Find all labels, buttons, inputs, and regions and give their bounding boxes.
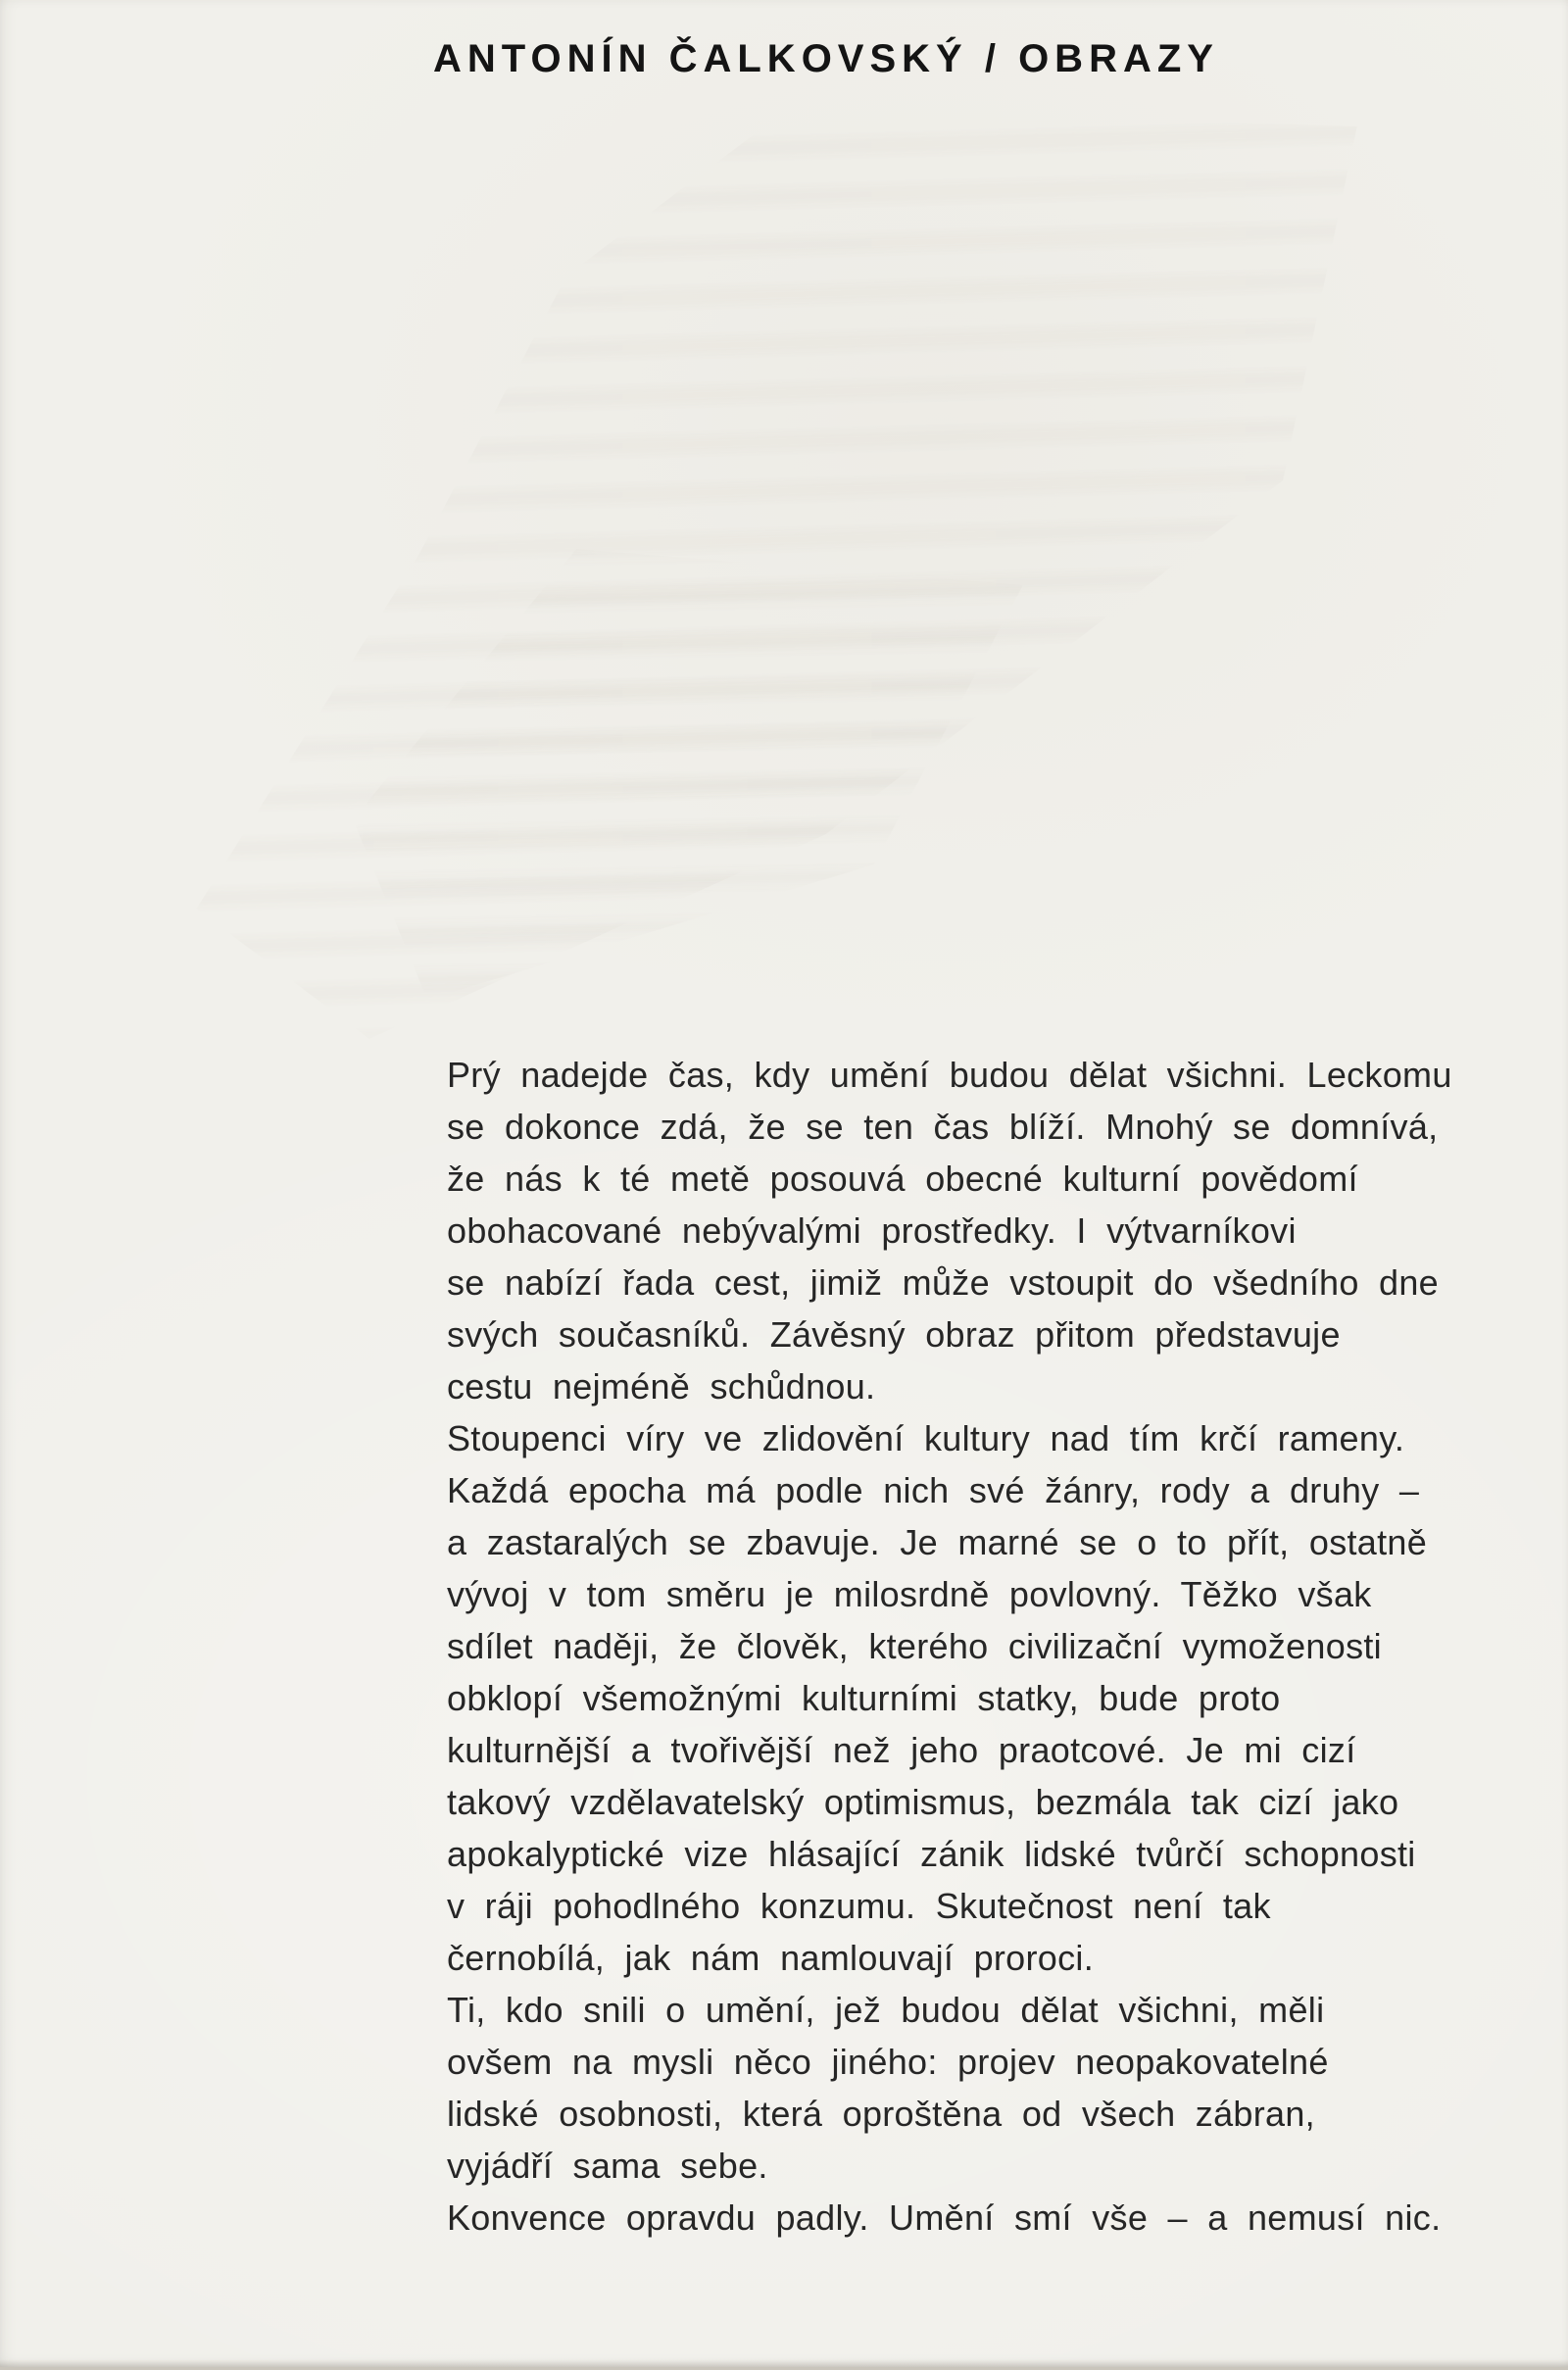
text-line: se dokonce zdá, že se ten čas blíží. Mnohý se domnívá, bbox=[447, 1107, 1439, 1147]
text-line: ovšem na mysli něco jiného: projev neopakovatelné bbox=[447, 2042, 1329, 2082]
text-line: cestu nejméně schůdnou. bbox=[447, 1366, 876, 1407]
text-line: kulturnější a tvořivější než jeho praotcové. Je mi cizí bbox=[447, 1730, 1356, 1770]
paragraph bbox=[447, 1049, 1471, 1412]
text-line: Stoupenci víry ve zlidovění kultury nad tím krčí rameny. bbox=[447, 1418, 1405, 1458]
page-title: ANTONÍN ČALKOVSKÝ / OBRAZY bbox=[433, 37, 1219, 80]
text-line: apokalyptické vize hlásající zánik lidské tvůrčí schopnosti bbox=[447, 1834, 1416, 1874]
text-line: Prý nadejde čas, kdy umění budou dělat všichni. Leckomu bbox=[447, 1055, 1452, 1095]
text-line: takový vzdělavatelský optimismus, bezmála tak cizí jako bbox=[447, 1782, 1399, 1822]
text-line: černobílá, jak nám namlouvají proroci. bbox=[447, 1938, 1095, 1978]
text-line: lidské osobnosti, která oproštěna od všech zábran, bbox=[447, 2094, 1315, 2134]
text-line: v ráji pohodlného konzumu. Skutečnost není tak bbox=[447, 1886, 1271, 1926]
text-line: se nabízí řada cest, jimiž může vstoupit do všedního dne bbox=[447, 1262, 1440, 1303]
text-line: obohacované nebývalými prostředky. I výtvarníkovi bbox=[447, 1210, 1297, 1251]
page-bottom-edge bbox=[0, 2359, 1568, 2370]
text-line: vyjádří sama sebe. bbox=[447, 2146, 768, 2186]
text-line: Konvence opravdu padly. Umění smí vše – a nemusí nic. bbox=[447, 2197, 1442, 2238]
bleedthrough-ghost-secondary bbox=[353, 549, 1098, 1000]
text-line: že nás k té metě posouvá obecné kulturní povědomí bbox=[447, 1159, 1358, 1199]
body-text bbox=[447, 1049, 1471, 2244]
paragraph bbox=[447, 2192, 1471, 2244]
paragraph bbox=[447, 1412, 1471, 1984]
text-line: sdílet naději, že člověk, kterého civilizační vymoženosti bbox=[447, 1626, 1382, 1666]
text-line: a zastaralých se zbavuje. Je marné se o to přít, ostatně bbox=[447, 1522, 1428, 1562]
paragraph bbox=[447, 1984, 1471, 2192]
text-line: Každá epocha má podle nich své žánry, rody a druhy – bbox=[447, 1470, 1420, 1510]
bleedthrough-ghost bbox=[147, 108, 1382, 1039]
text-line: Ti, kdo snili o umění, jež budou dělat všichni, měli bbox=[447, 1990, 1325, 2030]
text-line: obklopí všemožnými kulturními statky, bude proto bbox=[447, 1678, 1281, 1718]
text-line: vývoj v tom směru je milosrdně povlovný. Těžko však bbox=[447, 1574, 1372, 1614]
text-line: svých současníků. Závěsný obraz přitom představuje bbox=[447, 1314, 1341, 1355]
